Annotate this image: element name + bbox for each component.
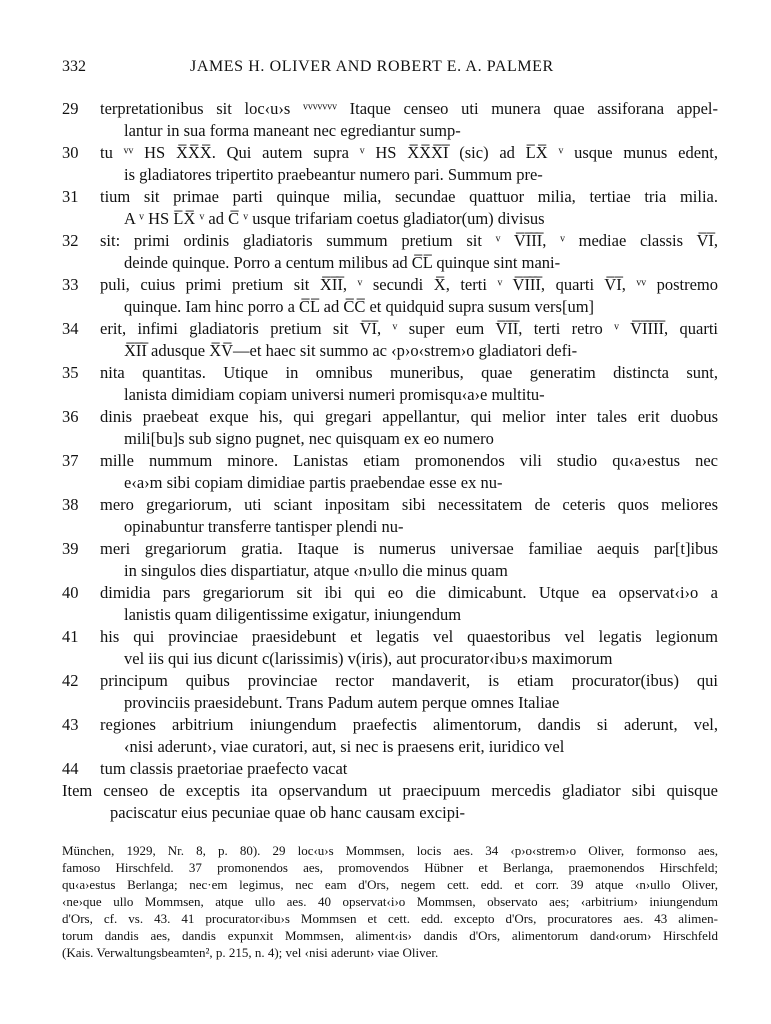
verse-38 — [62, 494, 718, 538]
line-number: 33 — [62, 275, 79, 294]
verse-32 — [62, 230, 718, 274]
text-line: in singulos dies dispartiatur, atque ‹n›ullo die minus quam — [124, 561, 508, 580]
line-number: 35 — [62, 363, 79, 382]
footnote-line: qu‹a›estus Berlanga; nec·em legimus, nec eam d'Ors, negem cett. edd. et corr. 39 atque ‹n›ullo Oliver, — [62, 877, 718, 892]
line-number: 43 — [62, 715, 79, 734]
text-line: puli, cuius primi pretium sit X̅I̅I̅, ᵛ secundi X̅, terti ᵛ V̅I̅I̅I̅, quarti V̅I̅, ᵛᵛ postremo — [100, 275, 718, 294]
text-line: dimidia pars gregariorum sit ibi qui eo die dimicabunt. Utque ea opservat‹i›o a — [100, 583, 718, 602]
line-number: 31 — [62, 187, 79, 206]
line-number: 29 — [62, 99, 79, 118]
critical-apparatus — [62, 842, 718, 961]
text-line: regiones arbitrium iniungendum praefectis alimentorum, dandis si aderunt, vel, — [100, 715, 718, 734]
text-line: lanistis quam diligentissime exigatur, iniungendum — [124, 605, 462, 624]
text-line: tu ᵛᵛ HS X̅X̅X̅. Qui autem supra ᵛ HS X̅X̅X̅I̅ (sic) ad L̅X̅ ᵛ usque munus edent, — [100, 143, 718, 162]
text-line: mili[bu]s sub signo pugnet, nec quisquam ex eo numero — [124, 429, 494, 448]
verse-30 — [62, 142, 718, 186]
text-line: e‹a›m sibi copiam dimidiae partis praebendae esse ex nu- — [124, 473, 503, 492]
line-number: 30 — [62, 143, 79, 162]
page-header — [62, 58, 722, 82]
text-line: provinciis praesidebunt. Trans Padum autem perque omnes Italiae — [124, 693, 560, 712]
text-line: meri gregariorum gratia. Itaque is numerus universae familiae aequis par[t]ibus — [100, 539, 718, 558]
text-line: X̅I̅I̅ adusque X̅V̅—et haec sit summo ac ‹p›o‹strem›o gladiatori defi- — [124, 341, 578, 360]
line-number: 36 — [62, 407, 79, 426]
text-line: sit: primi ordinis gladiatoris summum pretium sit ᵛ V̅I̅I̅I̅, ᵛ mediae classis V̅I̅, — [100, 231, 718, 250]
text-line: lantur in sua forma maneant nec egrediantur sump- — [124, 121, 461, 140]
text-line: is gladiatores tripertito praebeantur numero pari. Summum pre- — [124, 165, 543, 184]
verse-31 — [62, 186, 718, 230]
verse-40 — [62, 582, 718, 626]
verse-33 — [62, 274, 718, 318]
final-paragraph — [62, 780, 718, 824]
footnote-line: torum dandis aes, dandis expunxit Mommsen, aliment‹is› dandis d'Ors, alimentorum dand‹orum› Hirschfeld — [62, 928, 718, 943]
verse-34 — [62, 318, 718, 362]
text-line: his qui provinciae praesidebunt et legatis vel quaestoribus vel legatis legionum — [100, 627, 718, 646]
text-line: quinque. Iam hinc porro a C̅L̅ ad C̅C̅ et quidquid supra susum vers[um] — [124, 297, 595, 316]
line-number: 34 — [62, 319, 79, 338]
verse-37 — [62, 450, 718, 494]
verse-42 — [62, 670, 718, 714]
text-line: erit, infimi gladiatoris pretium sit V̅I̅, ᵛ super eum V̅I̅I̅, terti retro ᵛ V̅I̅I̅I̅I̅, quarti — [100, 319, 718, 338]
text-line: deinde quinque. Porro a centum milibus ad C̅L̅ quinque sint mani- — [124, 253, 561, 272]
verse-41 — [62, 626, 718, 670]
text-line: opinabuntur transferre tantisper plendi nu- — [124, 517, 404, 536]
text-line: mille nummum minore. Lanistas etiam promonendos vili studio qu‹a›estus nec — [100, 451, 718, 470]
text-line: tum classis praetoriae praefecto vacat — [100, 759, 348, 778]
line-number: 41 — [62, 627, 79, 646]
text-line: Item censeo de exceptis ita opservandum ut praecipuum mercedis gladiator sibi quisque — [62, 781, 718, 800]
footnote-line: (Kais. Verwaltungsbeamten², p. 215, n. 4); vel ‹nisi aderunt› viae Oliver. — [62, 945, 439, 960]
verse-29 — [62, 98, 718, 142]
text-line: terpretationibus sit loc‹u›s ᵛᵛᵛᵛᵛᵛᵛ Itaque censeo uti munera quae assiforana appel- — [100, 99, 718, 118]
line-number: 32 — [62, 231, 79, 250]
verse-35 — [62, 362, 718, 406]
verse-39 — [62, 538, 718, 582]
text-line: dinis praebeat exque his, qui gregari appellantur, qui melior inter tales erit duobus — [100, 407, 718, 426]
text-line: lanista dimidiam copiam universi numeri promisqu‹a›e multitu- — [124, 385, 545, 404]
text-line: A ᵛ HS L̅X̅ ᵛ ad C̅ ᵛ usque trifariam coetus gladiator(um) divisus — [124, 209, 545, 228]
footnote-line: famoso Hirschfeld. 37 promonendos aes, promovendos Hübner et Berlanga, praemonendos Hirschfeld; — [62, 860, 718, 875]
line-number: 37 — [62, 451, 79, 470]
page-number: 332 — [62, 58, 86, 75]
text-line: vel iis qui ius dicunt c(larissimis) v(iris), aut procurator‹ibu›s maximorum — [124, 649, 613, 668]
line-number: 39 — [62, 539, 79, 558]
text-line: nita quantitas. Utique in omnibus muneribus, quae generatim distincta sunt, — [100, 363, 718, 382]
footnote-line: München, 1929, Nr. 8, p. 80). 29 loc‹u›s Mommsen, locis aes. 34 ‹p›o‹strem›o Oliver, formonso aes, — [62, 843, 718, 858]
text-line: ‹nisi aderunt›, viae curatori, aut, si nec is praesens erit, iuridico vel — [124, 737, 565, 756]
verse-44 — [62, 758, 718, 780]
text-line: paciscatur eius pecuniae quae ob hanc causam excipi- — [110, 803, 466, 822]
footnote-line: ‹ne›que ullo Mommsen, atque ullo aes. 40 opservat‹i›o Mommsen, observato aes; ‹arbitrium› iniungendum — [62, 894, 718, 909]
footnote-line: d'Ors, cf. vs. 43. 41 procurator‹ibu›s Mommsen et cett. edd. excepto d'Ors, procuratores aes. 43 alimen- — [62, 911, 718, 926]
line-number: 44 — [62, 759, 79, 778]
verse-43 — [62, 714, 718, 758]
line-number: 38 — [62, 495, 79, 514]
line-number: 42 — [62, 671, 79, 690]
inscription-text — [62, 98, 718, 824]
running-title: JAMES H. OLIVER AND ROBERT E. A. PALMER — [190, 58, 554, 75]
text-line: principum quibus provinciae rector mandaverit, is etiam procurator(ibus) qui — [100, 671, 718, 690]
line-number: 40 — [62, 583, 79, 602]
text-line: mero gregariorum, uti sciant inpositam sibi necessitatem de ceteris quos meliores — [100, 495, 718, 514]
verse-36 — [62, 406, 718, 450]
text-line: tium sit primae parti quinque milia, secundae quattuor milia, tertiae tria milia. — [100, 187, 718, 206]
